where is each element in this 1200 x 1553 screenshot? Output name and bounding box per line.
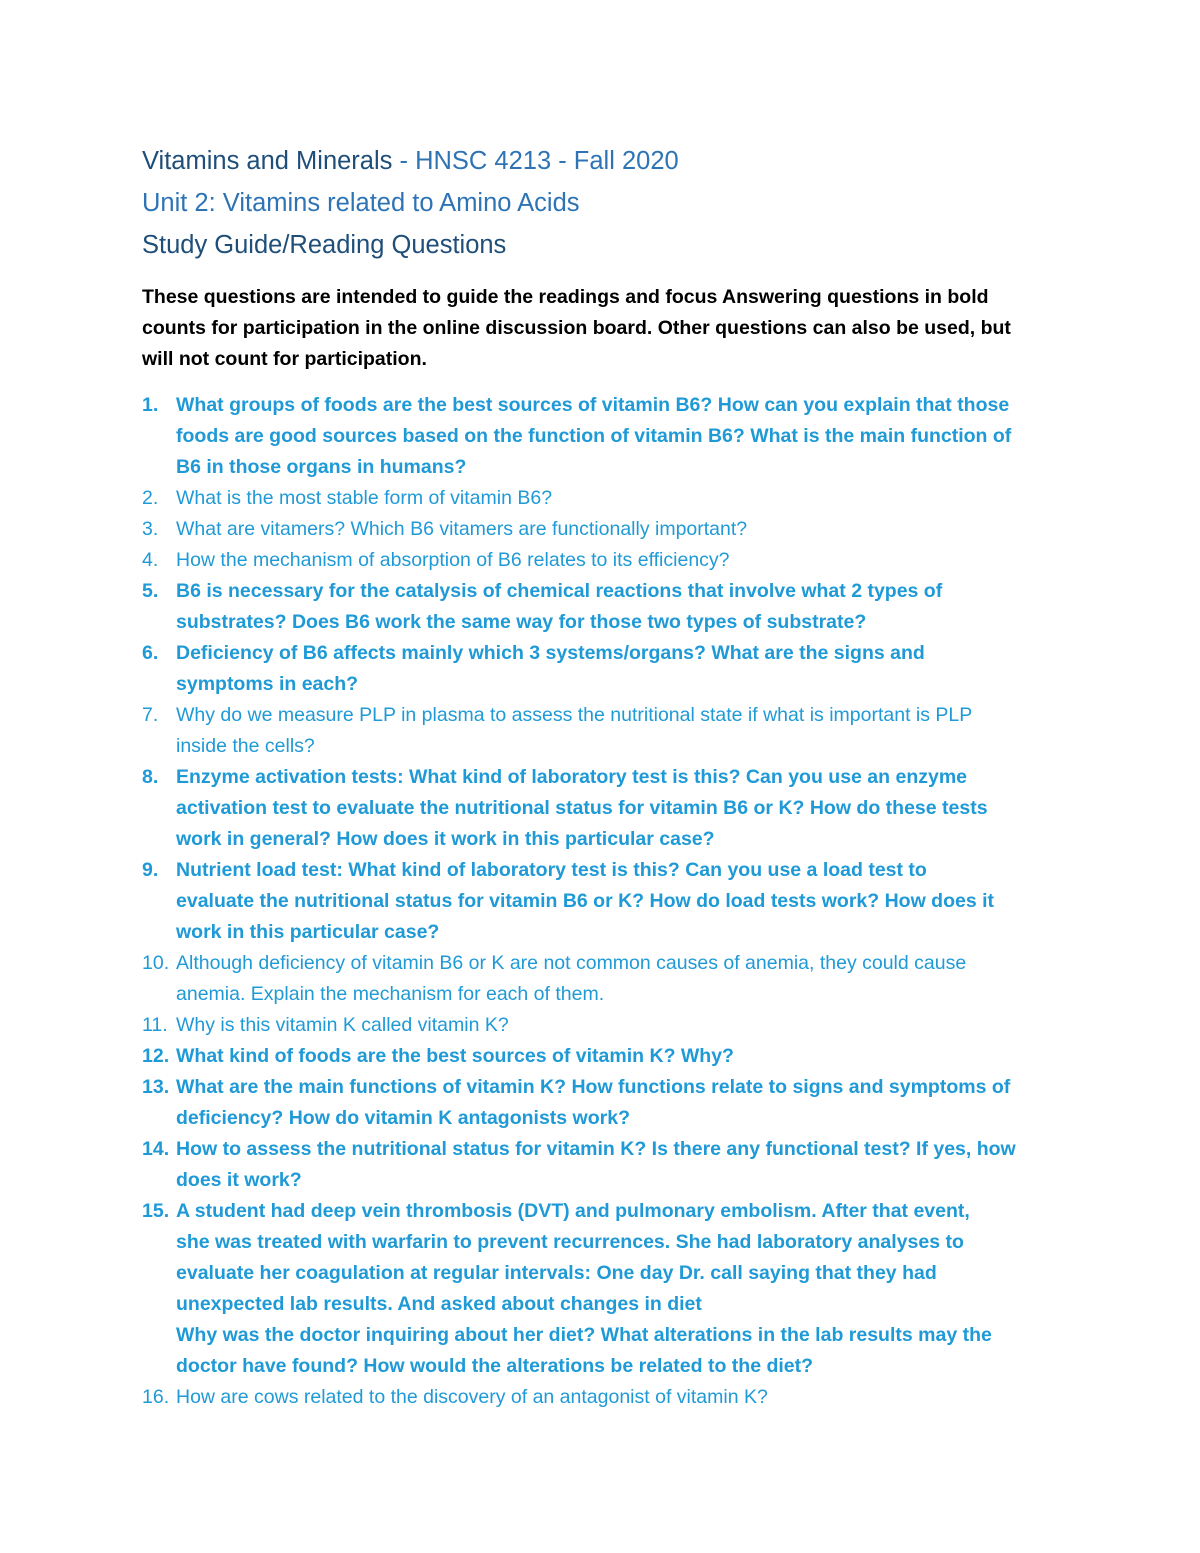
question-text-line: deficiency? How do vitamin K antagonists work? [176, 1107, 630, 1129]
question-text-line: What is the most stable form of vitamin B6? [176, 487, 553, 509]
question-text-line: activation test to evaluate the nutritional status for vitamin B6 or K? How do these tests [176, 797, 988, 819]
question-text-line: How the mechanism of absorption of B6 relates to its efficiency? [176, 549, 730, 571]
question-item [142, 1134, 1082, 1196]
question-text-line: What are the main functions of vitamin K? How functions relate to signs and symptoms of [176, 1076, 1011, 1098]
question-item [142, 948, 1082, 1010]
question-number: 5. [142, 580, 159, 602]
question-number: 10. [142, 952, 170, 974]
guide-title: Study Guide/Reading Questions [142, 231, 507, 259]
question-number: 9. [142, 859, 159, 881]
question-text-line: A student had deep vein thrombosis (DVT) and pulmonary embolism. After that event, [176, 1200, 970, 1222]
question-item [142, 1072, 1082, 1134]
question-item [142, 855, 1082, 948]
question-number: 11. [142, 1014, 168, 1036]
question-item [142, 1196, 1082, 1382]
intro-line: counts for participation in the online discussion board. Other questions can also be used, but [142, 317, 1011, 339]
question-item [142, 762, 1082, 855]
question-item [142, 700, 1082, 762]
unit-title: Unit 2: Vitamins related to Amino Acids [142, 189, 580, 217]
question-item [142, 483, 1082, 514]
question-text-line: What groups of foods are the best sources of vitamin B6? How can you explain that those [176, 394, 1010, 416]
question-text-line: Why was the doctor inquiring about her diet? What alterations in the lab results may the [176, 1324, 992, 1346]
question-text-line: work in general? How does it work in this particular case? [176, 828, 715, 850]
question-number: 6. [142, 642, 159, 664]
intro-paragraph [142, 282, 1082, 375]
question-list [142, 390, 1082, 1413]
question-item [142, 545, 1082, 576]
question-text-line: foods are good sources based on the function of vitamin B6? What is the main function of [176, 425, 1012, 447]
question-number: 13. [142, 1076, 170, 1098]
question-text-line: What kind of foods are the best sources of vitamin K? Why? [176, 1045, 734, 1067]
question-text-line: doctor have found? How would the alterations be related to the diet? [176, 1355, 814, 1377]
question-item [142, 576, 1082, 638]
question-item [142, 390, 1082, 483]
question-text-line: symptoms in each? [176, 673, 359, 695]
document-title [142, 140, 1082, 182]
question-text-line: she was treated with warfarin to prevent recurrences. She had laboratory analyses to [176, 1231, 964, 1253]
question-number: 8. [142, 766, 159, 788]
course-name: Vitamins and Minerals [142, 147, 393, 175]
question-text-line: Deficiency of B6 affects mainly which 3 systems/organs? What are the signs and [176, 642, 925, 664]
question-text-line: work in this particular case? [176, 921, 440, 943]
question-number: 2. [142, 487, 159, 509]
question-text-line: substrates? Does B6 work the same way for those two types of substrate? [176, 611, 867, 633]
question-text-line: Why is this vitamin K called vitamin K? [176, 1014, 509, 1036]
intro-line: will not count for participation. [142, 348, 427, 370]
question-text-line: Nutrient load test: What kind of laboratory test is this? Can you use a load test to [176, 859, 927, 881]
document-page [142, 140, 1082, 1413]
question-text-line: inside the cells? [176, 735, 315, 757]
question-text-line: evaluate the nutritional status for vitamin B6 or K? How do load tests work? How does it [176, 890, 995, 912]
question-number: 7. [142, 704, 159, 726]
question-text-line: evaluate her coagulation at regular intervals: One day Dr. call saying that they had [176, 1262, 937, 1284]
question-item [142, 1010, 1082, 1041]
question-item [142, 1382, 1082, 1413]
question-number: 1. [142, 394, 159, 416]
question-number: 15. [142, 1200, 170, 1222]
course-code: - HNSC 4213 - Fall 2020 [392, 147, 679, 175]
question-number: 12. [142, 1045, 170, 1067]
question-text-line: does it work? [176, 1169, 302, 1191]
question-number: 14. [142, 1138, 170, 1160]
question-text-line: How to assess the nutritional status for vitamin K? Is there any functional test? If yes, how [176, 1138, 1016, 1160]
question-number: 4. [142, 549, 159, 571]
question-text-line: Enzyme activation tests: What kind of laboratory test is this? Can you use an enzyme [176, 766, 968, 788]
question-text-line: B6 is necessary for the catalysis of chemical reactions that involve what 2 types of [176, 580, 943, 602]
question-text-line: Why do we measure PLP in plasma to assess the nutritional state if what is important is PLP [176, 704, 973, 726]
question-item [142, 1041, 1082, 1072]
question-text-line: What are vitamers? Which B6 vitamers are functionally important? [176, 518, 748, 540]
question-number: 3. [142, 518, 159, 540]
question-text-line: How are cows related to the discovery of an antagonist of vitamin K? [176, 1386, 768, 1408]
question-text-line: unexpected lab results. And asked about changes in diet [176, 1293, 702, 1315]
question-item [142, 638, 1082, 700]
question-text-line: anemia. Explain the mechanism for each of them. [176, 983, 605, 1005]
question-text-line: Although deficiency of vitamin B6 or K are not common causes of anemia, they could cause [176, 952, 967, 974]
question-number: 16. [142, 1386, 170, 1408]
intro-line: These questions are intended to guide the readings and focus Answering questions in bold [142, 286, 989, 308]
question-item [142, 514, 1082, 545]
question-text-line: B6 in those organs in humans? [176, 456, 467, 478]
